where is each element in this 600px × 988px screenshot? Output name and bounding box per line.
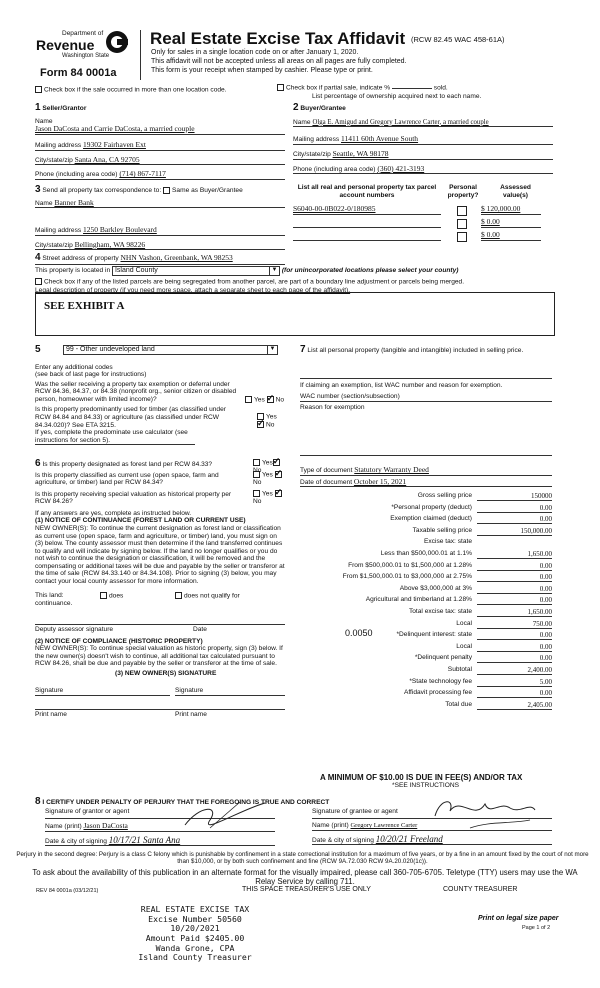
- chevron-down-icon: ▼: [269, 267, 279, 276]
- tax-value[interactable]: 0.00: [477, 654, 552, 663]
- parcel-row: [293, 205, 553, 217]
- sig-label: Signature: [35, 687, 64, 695]
- parcel-row: [293, 231, 553, 243]
- tax-row: [300, 608, 552, 619]
- reason-label: Reason for exemption: [300, 403, 365, 411]
- deputy-date-label: Date: [193, 625, 207, 633]
- grantor-sig-label: Signature of grantor or agent: [45, 808, 130, 815]
- chevron-down-icon: ▼: [267, 346, 277, 355]
- legal-label: Legal description of property (if you need more space, attach a separate sheet to each page of the affidavit).: [35, 287, 351, 295]
- s6-instructions: If any answers are yes, complete as instructed below.: [35, 509, 192, 517]
- personal-property-checkbox[interactable]: [457, 219, 467, 229]
- tax-value[interactable]: 2,400.00: [477, 666, 552, 675]
- stamp-line: Wanda Grone, CPA: [155, 942, 235, 953]
- tax-row: [300, 654, 552, 665]
- seller-heading: Seller/Grantor: [42, 105, 87, 112]
- assessed-value[interactable]: $ 0.00: [481, 231, 541, 241]
- header-note-3: This form is your receipt when stamped by cashier. Please type or print.: [151, 67, 373, 74]
- grantor-name[interactable]: Jason DaCosta: [83, 821, 128, 830]
- parcel-number[interactable]: S6040-00-0B022-0/180985: [293, 205, 441, 215]
- grantee-date[interactable]: 10/20/21 Freeland: [375, 833, 443, 844]
- parcels-col2: Personal property?: [447, 184, 479, 199]
- tax-label: Local: [456, 642, 472, 650]
- tax-value[interactable]: 750.00: [477, 620, 552, 629]
- header-note-2: This affidavit will not be accepted unless all areas on all pages are fully completed.: [151, 58, 407, 65]
- tax-row: [300, 573, 552, 584]
- county-select[interactable]: [112, 266, 280, 276]
- buyer-heading: Buyer/Grantee: [300, 105, 346, 112]
- grantee-signature-icon: [430, 796, 540, 832]
- seller-section: 1 Seller/Grantor Name Jason DaCosta and Carrie DaCosta, a married couple Mailing address 19302 Fairhaven Ext City/state/zip Santa Ana, CA 92705 Phone (including area code) (714) 867-7117: [35, 102, 285, 180]
- does-not-checkbox[interactable]: [175, 592, 182, 599]
- tax-label: From $1,500,000.01 to $3,000,000 at 2.75%: [342, 573, 472, 581]
- grantor-name-label: Name (print): [45, 823, 82, 830]
- tax-value[interactable]: 1,650.00: [477, 550, 552, 559]
- yes-label: Yes: [262, 459, 273, 467]
- same-as-buyer-label: Same as Buyer/Grantee: [172, 187, 243, 194]
- tax-label: Gross selling price: [417, 492, 472, 499]
- tax-value[interactable]: 2,405.00: [477, 701, 552, 710]
- tax-label: Taxable selling price: [412, 526, 472, 534]
- notice3-heading: (3) NEW OWNER(S) SIGNATURE: [115, 669, 217, 677]
- stamp-line: Island County Treasurer: [138, 952, 252, 963]
- tax-row: [300, 515, 552, 526]
- tax-label: Affidavit processing fee: [403, 689, 472, 697]
- corr-name-field[interactable]: Banner Bank: [54, 197, 94, 207]
- seller-phone-field[interactable]: (714) 867-7117: [119, 169, 166, 179]
- tax-value[interactable]: 0.00: [477, 515, 552, 524]
- tax-value[interactable]: 0.00: [477, 504, 552, 513]
- seller-phone-label: Phone (including area code): [35, 171, 118, 179]
- tax-value[interactable]: 0.00: [477, 573, 552, 582]
- addl-codes-note: (see back of last page for instructions): [35, 371, 147, 379]
- tax-value[interactable]: 150,000.00: [477, 527, 552, 536]
- tax-row: [300, 527, 552, 538]
- multi-location-row: [35, 86, 227, 94]
- notice1-heading: (1) NOTICE OF CONTINUANCE (FOREST LAND OR CURRENT USE): [35, 517, 246, 525]
- partial-sub: List percentage of ownership acquired next to each name.: [312, 93, 482, 100]
- revenue-wordmark: Revenue: [36, 37, 95, 53]
- grantee-name[interactable]: Gregory Lawrence Carter: [350, 822, 418, 829]
- no-label: No: [253, 498, 262, 506]
- tax-row: [300, 631, 552, 642]
- certify-text: I CERTIFY UNDER PENALTY OF PERJURY THAT THE FOREGOING IS TRUE AND CORRECT: [42, 799, 330, 806]
- seller-mail-label: Mailing address: [35, 142, 82, 150]
- tax-label: Subtotal: [447, 666, 472, 673]
- tax-row: [300, 666, 552, 677]
- street-label: Street address of property: [42, 255, 119, 262]
- county-value: Island County: [114, 266, 158, 274]
- notice2-body: NEW OWNER(S): To continue special valuation as historic property, sign (3) below. If the new owner(s) doesn't wish to continue, all additional tax calculated pursuant to RCW 84.26, shall be due and payable by the seller or transferor at the time of sale.: [35, 645, 283, 668]
- buyer-name-label: Name: [293, 118, 311, 126]
- section6: 6 Is this property designated as forest land per RCW 84.33? Yes✓No Is this property classified as current use (open space, farm and agriculture, or timber) land per RCW 84.34? Yes ✓No Is this property receiving special valuation as historical property per RCW 84.26? Yes ✓No If any answers are yes, complete as instructed below. (1) NOTICE OF CONTINUANCE (FOREST LAND OR CURRENT USE) NEW OWNER(S): To continue the current designation as forest land or classification as current use (open space, farm and agriculture, or timber) land, you must sign on (3) below. The county assessor must then determine if the land transferred continues to qualify and will indicate by signing below. If the land no longer qualifies or you do not wish to continue the designation or classification, it will be removed and the compensating or additional taxes will be due and payable by the seller or transferor at the time of sale (RCW 84.33.140 or 84.34.108). Prior to signing (3) below, you may contact your local county assessor for more information. This land: does does not qualify for continuance. Deputy assessor signature Date (2) NOTICE OF COMPLIANCE (HISTORIC PROPERTY) NEW OWNER(S): To continue special valuation as historic property, sign (3) below. If the new owner(s) doesn't wish to continue, all additional tax calculated pursuant to RCW 84.26, shall be due and payable by the seller or transferor at the time of sale. (3) NEW OWNER(S) SIGNATURE Signature Signature Print name Print name: [35, 458, 285, 719]
- correspondence-section: 3 Send all property tax correspondence to: Same as Buyer/Grantee Name Banner Bank Mailing address 1250 Barkley Boulevard City/state/zip Bellingham, WA 98226: [35, 184, 285, 250]
- perjury-text: [10, 851, 595, 865]
- tax-row: [300, 689, 552, 700]
- county-note: (for unincorporated locations please select your county): [281, 266, 459, 274]
- tax-label: Total excise tax: state: [408, 608, 472, 615]
- corr-mail-field[interactable]: 1250 Barkley Boulevard: [83, 225, 157, 235]
- buyer-section: 2 Buyer/Grantee Name Olga E. Amigud and Gregory Lawrence Carter, a married couple Mailing address 11411 60th Avenue South City/state/zip Seattle, WA 98178 Phone (including area code) (360) 421-3193: [293, 102, 553, 174]
- state-line: Washington State: [62, 53, 110, 59]
- doc-date-label: Date of document: [300, 478, 353, 486]
- forest-yes-checkbox[interactable]: [253, 459, 260, 466]
- seller-name-field[interactable]: Jason DaCosta and Carrie DaCosta, a married couple: [35, 125, 285, 135]
- historic-yes-checkbox[interactable]: [253, 490, 260, 497]
- notice1-body: NEW OWNER(S): To continue the current designation as forest land or classification as current use (open space, farm and agriculture, or timber) land, you must sign on (3) below. The county assessor must then determine if the land transferred continues to qualify and will indicate by signing below. If the land no longer qualifies or you do not wish to continue the designation or classification, it will be removed and the compensating or additional taxes will be due and payable by the seller or transferor at the time of sale (RCW 84.33.140 or 84.34.108). Prior to signing (3) below, you may contact your local county assessor for more information.: [35, 524, 285, 586]
- section7: 7 List all personal property (tangible and intangible) included in selling price. If claiming an exemption, list WAC number and reason for exemption. WAC number (section/subsection) Reason for exemption Type of document Statutory Warranty Deed Date of document October 15, 2021: [300, 344, 552, 487]
- tax-label: Agricultural and timberland at 1.28%: [365, 596, 472, 604]
- tax-value[interactable]: 0.00: [477, 689, 552, 698]
- header-note-1: Only for sales in a single location code on or after January 1, 2020.: [151, 49, 359, 56]
- treasurer-only: THIS SPACE TREASURER'S USE ONLY: [242, 886, 371, 893]
- tax-value[interactable]: 0.00: [477, 631, 552, 640]
- grantor-signature-icon: [180, 800, 270, 830]
- correspondence-heading: Send all property tax correspondence to:: [42, 187, 162, 194]
- doc-type-field[interactable]: Statutory Warranty Deed: [354, 465, 429, 475]
- historic-no-checkbox[interactable]: [275, 490, 282, 497]
- tax-value[interactable]: 0.00: [477, 585, 552, 594]
- owner-sig-1[interactable]: [35, 687, 170, 696]
- timber-no-checkbox[interactable]: [257, 421, 264, 428]
- seller-name-label: Name: [35, 117, 53, 125]
- tax-row: [300, 620, 552, 631]
- page-number: Page 1 of 2: [522, 925, 551, 931]
- tax-value[interactable]: 5.00: [477, 678, 552, 687]
- segregated-label: Check box if any of the listed parcels are being segregated from another parcel, are part of a boundary line adjustment or parcels being merged.: [44, 277, 465, 285]
- partial-sale-label: Check box if partial sale, indicate %: [286, 84, 391, 92]
- tax-row: [300, 596, 552, 607]
- same-as-buyer-checkbox[interactable]: [163, 187, 170, 194]
- yes-label: Yes: [254, 395, 265, 403]
- assessed-value[interactable]: $ 0.00: [481, 218, 541, 228]
- tax-label: *Personal property (deduct): [391, 503, 472, 511]
- notice2-heading: (2) NOTICE OF COMPLIANCE (HISTORIC PROPERTY): [35, 637, 203, 645]
- grantee-date-label: Date & city of signing: [312, 836, 374, 844]
- treasurer-stamp: [135, 905, 255, 963]
- certify-heading: 8 I CERTIFY UNDER PENALTY OF PERJURY THAT THE FOREGOING IS TRUE AND CORRECT: [35, 796, 330, 807]
- tax-row: [300, 504, 552, 515]
- section5: 5 99 - Other undeveloped land ▼ Enter any additional codes (see back of last page for instructions) Was the seller receiving a property tax exemption or deferral under RCW 84.36, 84.37, or 84.38 (nonprofit org., senior citizen or disabled person, homeowner with limited income)? Yes ✓ No Is this property predominantly used for timber (as classified under RCW 84.84 and 84.33) or agriculture (as classified under RCW 84.34.020)? See ETA 3215. Yes ✓No If yes, complete the predominate use calculator (see instructions for section 5).: [35, 344, 285, 445]
- tax-label: *State technology fee: [409, 677, 472, 685]
- tax-row: [300, 550, 552, 561]
- buyer-mail-field[interactable]: 11411 60th Avenue South: [341, 134, 419, 144]
- no-label: No: [253, 479, 262, 487]
- stamp-line: Excise Number 50560: [148, 913, 242, 924]
- partial-sale-checkbox[interactable]: [277, 84, 284, 91]
- sig-label: Signature: [175, 687, 204, 695]
- doc-date-field[interactable]: October 15, 2021: [353, 476, 407, 486]
- exemption-no-checkbox[interactable]: [267, 396, 274, 403]
- corr-city-label: City/state/zip: [35, 241, 73, 249]
- corr-mail-label: Mailing address: [35, 227, 82, 235]
- corr-city-field[interactable]: Bellingham, WA 98226: [74, 239, 146, 249]
- use-code-value: 99 - Other undeveloped land: [66, 346, 155, 353]
- tax-value[interactable]: 1,650.00: [477, 608, 552, 617]
- grantee-sig-label: Signature of grantee or agent: [312, 808, 398, 815]
- does-checkbox[interactable]: [100, 592, 107, 599]
- no-label: No: [253, 466, 262, 474]
- tax-label: Local: [456, 619, 472, 627]
- parcel-number[interactable]: [293, 231, 441, 241]
- tax-label: From $500,000.01 to $1,500,000 at 1.28%: [348, 561, 472, 569]
- legal-description-box[interactable]: [35, 292, 555, 336]
- yes-label: Yes: [262, 471, 273, 479]
- tax-row: [300, 585, 552, 596]
- personal-property-checkbox[interactable]: [457, 232, 467, 242]
- does-not-label: does not qualify for: [184, 591, 240, 599]
- buyer-name-field[interactable]: Olga E. Amigud and Gregory Lawrence Carter, a married couple: [312, 118, 489, 126]
- stamp-line: Amount Paid $2405.00: [145, 933, 245, 944]
- addl-codes-label: Enter any additional codes: [35, 363, 113, 371]
- local-rate: 0.0050: [345, 628, 373, 638]
- assessed-value[interactable]: $ 120,000.00: [481, 205, 541, 215]
- current-use-no-checkbox[interactable]: [275, 471, 282, 478]
- tax-label: Excise tax: state: [423, 538, 472, 546]
- yes-label: Yes: [262, 490, 273, 498]
- parcels-col3: Assessed value(s): [500, 184, 531, 199]
- this-land-label: This land:: [35, 591, 64, 599]
- county-label: This property is located in: [35, 266, 111, 274]
- title-ref: (RCW 82.45 WAC 458-61A): [411, 35, 505, 44]
- alt-format-text: To ask about the availability of this publication in an alternate format for the visually impaired, please call 360-705-6705. Teletype (TTY) users may use the WA Relay Service by calling 711.: [32, 868, 578, 886]
- form-number: Form 84 0001a: [40, 67, 117, 79]
- no-label: No: [275, 395, 285, 403]
- stamp-line: 10/20/2021: [170, 923, 220, 934]
- doc-type-label: Type of document: [300, 467, 353, 475]
- tax-label: Exemption claimed (deduct): [390, 515, 472, 523]
- multi-location-checkbox[interactable]: [35, 86, 42, 93]
- wa-logo-icon: [106, 31, 128, 53]
- partial-sale-row: [277, 84, 448, 92]
- exemption-yes-checkbox[interactable]: [245, 396, 252, 403]
- grantor-date[interactable]: 10/17/21 Santa Ana: [108, 834, 181, 845]
- corr-name-label: Name: [35, 199, 53, 207]
- grantee-name-label: Name (print): [312, 822, 349, 829]
- seller-city-label: City/state/zip: [35, 156, 73, 164]
- print-name-2: Print name: [175, 711, 207, 719]
- tax-value[interactable]: 0.00: [477, 562, 552, 571]
- q-forest: Is this property designated as forest land per RCW 84.33?: [42, 461, 213, 468]
- seller-mail-field[interactable]: 19302 Fairhaven Ext: [83, 140, 146, 150]
- grantor-date-label: Date & city of signing: [45, 837, 107, 845]
- personal-prop-heading: List all personal property (tangible and intangible) included in selling price.: [307, 347, 524, 354]
- segregated-checkbox[interactable]: [35, 278, 42, 285]
- tax-row: [300, 492, 552, 503]
- rev-code: REV 84 0001a (03/12/21): [36, 888, 99, 894]
- q-exemption: Was the seller receiving a property tax exemption or deferral under RCW 84.36, 84.37, or 84.38 (nonprofit org., senior citizen or disabled person, homeowner with limited income)?: [35, 380, 237, 403]
- see-instructions: *SEE INSTRUCTIONS: [392, 782, 460, 789]
- street-field[interactable]: NHN Vashon, Greenbank, WA 98253: [120, 253, 233, 262]
- current-use-yes-checkbox[interactable]: [253, 471, 260, 478]
- buyer-mail-label: Mailing address: [293, 136, 340, 144]
- parcel-row: [293, 218, 553, 230]
- perjury-body: Perjury in the second degree: Perjury is a class C felony which is punishable by confinement in a state correctional institution for a maximum of five years, or by a fine in an amount fixed by the court of not more than $10,000, or by both such confinement and fine (RCW 9A.72.030 RCW 9A.20.020(1c)).: [16, 851, 589, 866]
- legal-description: SEE EXHIBIT A: [44, 300, 125, 312]
- buyer-phone-field[interactable]: (360) 421-3193: [377, 163, 425, 173]
- stamp-line: REAL ESTATE EXCISE TAX: [140, 904, 250, 914]
- use-code-select[interactable]: [63, 345, 278, 355]
- tax-value[interactable]: 0.00: [477, 596, 552, 605]
- no-label: No: [266, 421, 275, 429]
- forest-no-checkbox[interactable]: [273, 459, 280, 466]
- tax-label: *Delinquent penalty: [414, 654, 472, 662]
- tax-value[interactable]: 0.00: [477, 643, 552, 652]
- partial-sold-label: sold.: [433, 84, 448, 92]
- personal-property-checkbox[interactable]: [457, 206, 467, 216]
- tax-row: [300, 562, 552, 573]
- tax-label: Total due: [445, 700, 472, 708]
- seller-city-field[interactable]: Santa Ana, CA 92705: [74, 154, 140, 164]
- parcel-number[interactable]: [293, 218, 441, 228]
- buyer-city-label: City/state/zip: [293, 150, 331, 158]
- q-timber: Is this property predominantly used for timber (as classified under RCW 84.84 and 84.33) or agriculture (as classified under RCW 84.34.020)? See ETA 3215.: [35, 406, 226, 429]
- q-historic: Is this property receiving special valuation as historical property per RCW 84.26?: [35, 490, 232, 506]
- buyer-phone-label: Phone (including area code): [293, 165, 376, 173]
- wac-label: WAC number (section/subsection): [300, 393, 400, 401]
- tax-value[interactable]: 150000: [477, 492, 552, 501]
- property-section: 4 Street address of property NHN Vashon, Greenbank, WA 98253 This property is located in Island County ▼ (for unincorporated locations please select your county) Check box if any of the listed parcels are being segregated from another parcel, are part of a boundary line adjustment or parcels being merged. Legal description of property (if you need more space, attach a separate sheet to each page of the affidavit).: [35, 252, 555, 295]
- tax-label: Less than $500,000.01 at 1.1%: [380, 550, 472, 557]
- multi-location-label: Check box if the sale occurred in more than one location code.: [44, 86, 227, 94]
- does-label: does: [109, 591, 124, 599]
- tax-label: Above $3,000,000 at 3%: [399, 584, 472, 592]
- continuance-label: continuance.: [35, 599, 73, 607]
- owner-sig-2[interactable]: [175, 687, 285, 696]
- county-treasurer: COUNTY TREASURER: [443, 886, 518, 893]
- tax-label: *Delinquent interest: state: [396, 631, 472, 639]
- deputy-sig-label: Deputy assessor signature: [35, 625, 114, 633]
- exemption-label: If claiming an exemption, list WAC number and reason for exemption.: [300, 381, 503, 389]
- minimum-note: A MINIMUM OF $10.00 IS DUE IN FEE(S) AND/OR TAX: [320, 773, 523, 782]
- tax-row: [300, 701, 552, 712]
- tax-row: [300, 643, 552, 654]
- q-current-use: Is this property classified as current use (open space, farm and agriculture, or timber) land per RCW 84.34?: [35, 471, 219, 487]
- legal-size-note: Print on legal size paper: [478, 915, 559, 922]
- form-title: Real Estate Excise Tax Affidavit: [150, 29, 406, 48]
- tax-row: [300, 538, 552, 549]
- dept-line: Department of: [62, 30, 104, 37]
- yes-label: Yes: [266, 413, 277, 421]
- parcels-col1: List all real and personal property tax parcel account numbers: [297, 184, 437, 199]
- q-timber-note: If yes, complete the predominate use calculator (see instructions for section 5).: [35, 429, 195, 445]
- tax-row: [300, 678, 552, 689]
- buyer-city-field[interactable]: Seattle, WA 98178: [332, 148, 389, 158]
- print-name-1: Print name: [35, 711, 67, 719]
